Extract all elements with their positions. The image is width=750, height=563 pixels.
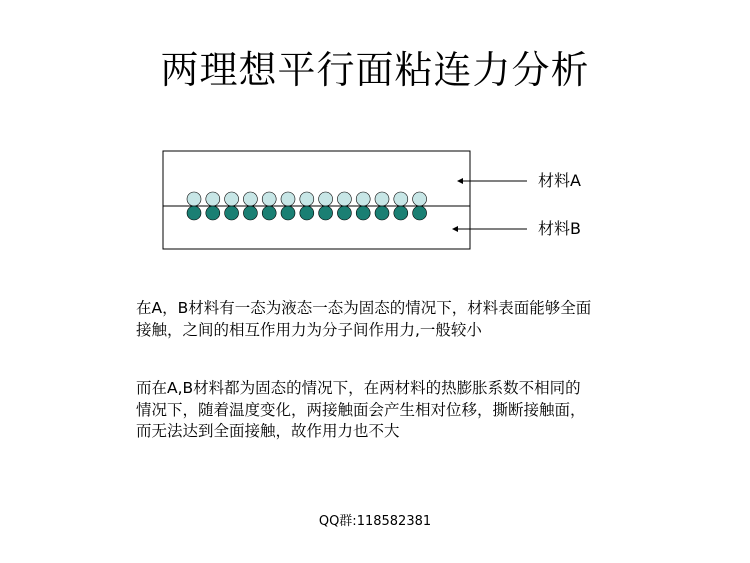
material-b-molecule <box>356 206 370 220</box>
material-b-molecule <box>206 206 220 220</box>
material-b-molecule <box>243 206 257 220</box>
material-b-molecule <box>187 206 201 220</box>
paragraph-liquid-solid: 在A，B材料有一态为液态一态为固态的情况下，材料表面能够全面接触，之间的相互作用力为分子间作用力,一般较小 <box>136 299 592 339</box>
material-a-molecule <box>356 192 370 206</box>
material-a-molecule <box>300 192 314 206</box>
material-b-molecule <box>281 206 295 220</box>
material-b-molecule <box>319 206 333 220</box>
material-b-molecule <box>337 206 351 220</box>
slide-title: 两理想平行面粘连力分析 <box>160 48 590 92</box>
material-a-molecule <box>243 192 257 206</box>
material-b-label: 材料B <box>538 219 581 238</box>
material-a-molecule <box>394 192 408 206</box>
material-a-molecule <box>206 192 220 206</box>
material-a-molecule <box>187 192 201 206</box>
material-a-molecule <box>375 192 389 206</box>
material-a-molecule <box>413 192 427 206</box>
footer-qq-group: QQ群:118582381 <box>318 514 432 529</box>
material-b-molecule <box>375 206 389 220</box>
material-a-molecule <box>225 192 239 206</box>
paragraph-solid-solid: 而在A,B材料都为固态的情况下，在两材料的热膨胀系数不相同的情况下，随着温度变化，两接触面会产生相对位移，撕断接触面，而无法达到全面接触，故作用力也不大 <box>136 379 586 440</box>
material-a-molecule <box>262 192 276 206</box>
material-a-molecule <box>337 192 351 206</box>
material-a-molecule-row <box>187 192 427 206</box>
material-b-molecule <box>413 206 427 220</box>
material-b-molecule <box>262 206 276 220</box>
material-b-molecule-row <box>187 206 427 220</box>
material-a-molecule <box>281 192 295 206</box>
material-b-molecule <box>394 206 408 220</box>
material-a-molecule <box>319 192 333 206</box>
material-a-label: 材料A <box>538 171 581 190</box>
material-b-molecule <box>225 206 239 220</box>
material-b-molecule <box>300 206 314 220</box>
